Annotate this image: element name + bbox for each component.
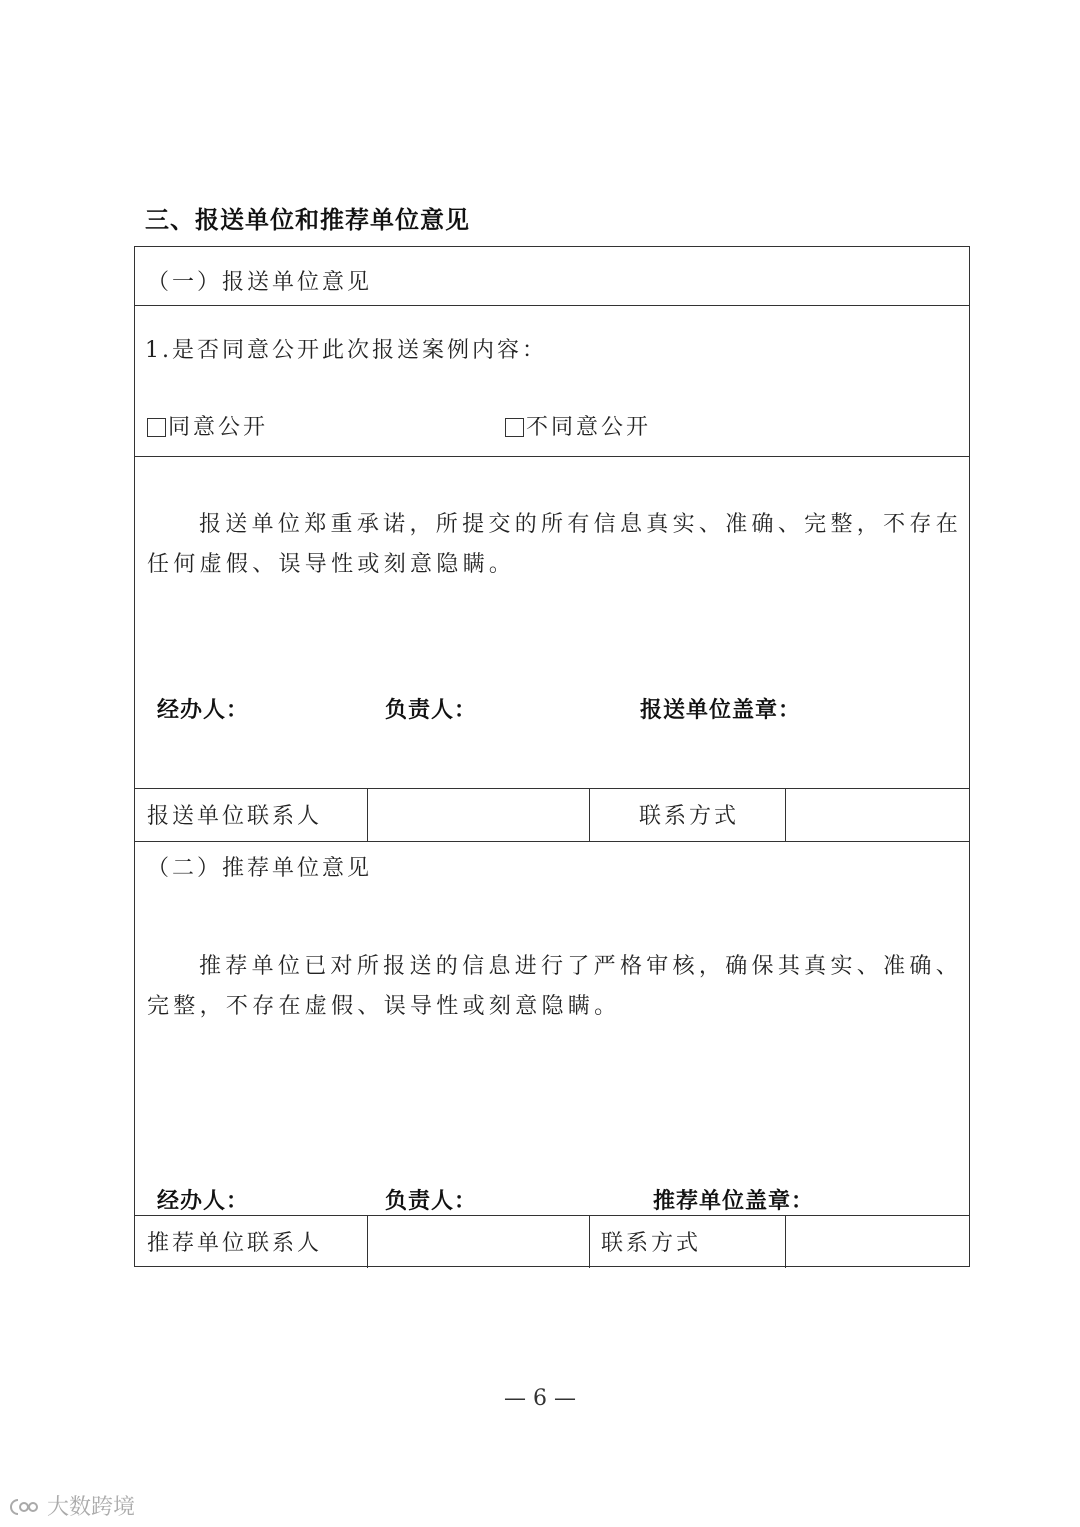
- section1-contact-person-cell[interactable]: [369, 790, 587, 840]
- row-divider: [135, 305, 969, 306]
- row-divider: [135, 1215, 969, 1216]
- cell-divider: [785, 1215, 786, 1268]
- section2-contact-method-label: 联系方式: [601, 1231, 702, 1256]
- option-agree-label: 同意公开: [168, 415, 269, 440]
- cell-divider: [367, 1215, 368, 1268]
- cell-divider: [589, 1215, 590, 1268]
- section1-responsible-label: 负责人：: [385, 698, 478, 723]
- section1-handler-label: 经办人：: [157, 698, 250, 723]
- section1-contact-method-label: 联系方式: [639, 804, 740, 829]
- section2-contact-person-cell[interactable]: [369, 1217, 587, 1267]
- cell-divider: [785, 788, 786, 841]
- section1-commitment: 报送单位郑重承诺，所提交的所有信息真实、准确、完整，不存在任何虚假、误导性或刻意隐瞒。: [147, 512, 962, 577]
- option-disagree-label: 不同意公开: [526, 415, 652, 440]
- section2-title: （二）推荐单位意见: [147, 856, 373, 881]
- watermark-logo-icon: [8, 1497, 40, 1517]
- option-disagree[interactable]: [505, 410, 651, 441]
- row-divider: [135, 841, 969, 842]
- section2-commitment: 推荐单位已对所报送的信息进行了严格审核，确保其真实、准确、完整，不存在虚假、误导性或刻意隐瞒。: [147, 954, 962, 1019]
- watermark-text: 大数跨境: [47, 1495, 136, 1520]
- opinion-form-table: [134, 246, 970, 1267]
- section-heading: 三、报送单位和推荐单位意见: [145, 206, 470, 234]
- page-number: — 6 —: [504, 1386, 576, 1411]
- section2-handler-label: 经办人：: [157, 1189, 250, 1214]
- section1-seal-label: 报送单位盖章：: [640, 698, 802, 723]
- section2-seal-label: 推荐单位盖章：: [653, 1189, 815, 1214]
- section2-contact-method-cell[interactable]: [787, 1217, 967, 1267]
- section1-title: （一）报送单位意见: [147, 270, 373, 295]
- watermark: [8, 1490, 135, 1521]
- section2-contact-person-label: 推荐单位联系人: [147, 1231, 323, 1256]
- disagree-checkbox[interactable]: [505, 418, 524, 437]
- cell-divider: [367, 788, 368, 841]
- section1-contact-method-cell[interactable]: [787, 790, 967, 840]
- option-agree[interactable]: [147, 410, 268, 441]
- disclosure-question: 1.是否同意公开此次报送案例内容：: [145, 338, 547, 363]
- cell-divider: [589, 788, 590, 841]
- agree-checkbox[interactable]: [147, 418, 166, 437]
- row-divider: [135, 788, 969, 789]
- row-divider: [135, 456, 969, 457]
- section2-responsible-label: 负责人：: [385, 1189, 478, 1214]
- section1-contact-person-label: 报送单位联系人: [147, 804, 323, 829]
